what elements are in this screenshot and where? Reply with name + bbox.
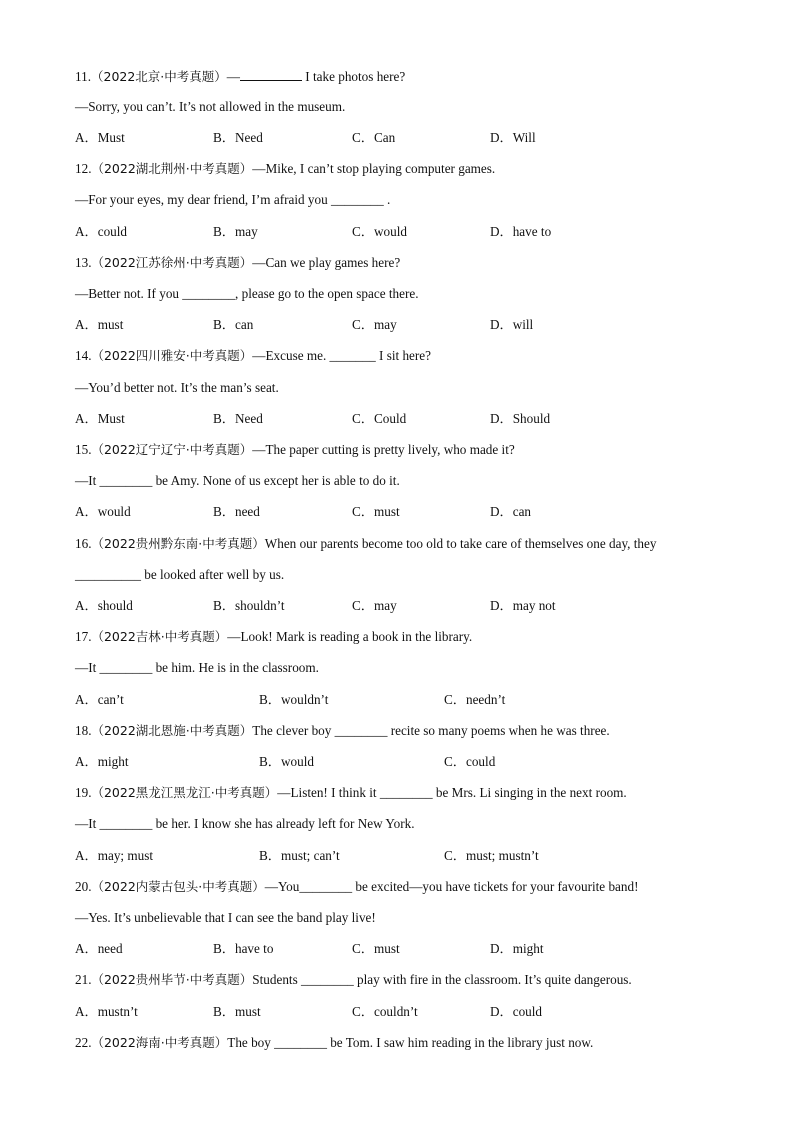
question-text: Students ________ play with fire in the classroom. It’s quite dangerous. bbox=[252, 972, 632, 987]
option-c: C．would bbox=[352, 224, 407, 239]
question-14-line2: —You’d better not. It’s the man’s seat. bbox=[75, 380, 279, 395]
option-c: C．must bbox=[352, 941, 400, 956]
option-b: B．must; can’t bbox=[259, 848, 340, 863]
option-b: B．wouldn’t bbox=[259, 692, 329, 707]
question-14-stem: 14.（2022四川雅安·中考真题）—Excuse me. _______ I sit here? bbox=[75, 348, 431, 363]
option-c: C．must; mustn’t bbox=[444, 848, 539, 863]
option-b: B．shouldn’t bbox=[213, 598, 285, 613]
option-b: B．Need bbox=[213, 130, 263, 145]
question-text: —Listen! I think it ________ be Mrs. Li singing in the next room. bbox=[277, 785, 627, 800]
option-d: D．may not bbox=[490, 598, 556, 613]
answer-blank bbox=[240, 68, 302, 81]
question-source: （2022吉林·中考真题） bbox=[91, 629, 228, 644]
option-d: D．Will bbox=[490, 130, 536, 145]
option-a: A．might bbox=[75, 754, 129, 769]
option-d: D．Should bbox=[490, 411, 551, 426]
option-b: B．may bbox=[213, 224, 258, 239]
question-15-line2: —It ________ be Amy. None of us except her is able to do it. bbox=[75, 473, 400, 488]
question-text: The clever boy ________ recite so many poems when he was three. bbox=[252, 723, 610, 738]
question-text: —Look! Mark is reading a book in the library. bbox=[227, 629, 473, 644]
question-number: 20 bbox=[75, 879, 89, 894]
option-a: A．must bbox=[75, 317, 124, 332]
question-source: （2022辽宁辽宁·中考真题） bbox=[91, 442, 253, 457]
question-text: —Excuse me. _______ I sit here? bbox=[252, 348, 431, 363]
option-b: B．must bbox=[213, 1004, 261, 1019]
question-number: 17 bbox=[75, 629, 89, 644]
question-22-stem: 22.（2022海南·中考真题）The boy ________ be Tom. I saw him reading in the library just now. bbox=[75, 1035, 594, 1050]
option-d: D．could bbox=[490, 1004, 543, 1019]
question-source: （2022贵州毕节·中考真题） bbox=[91, 972, 253, 987]
option-c: C．may bbox=[352, 598, 397, 613]
question-number: 22 bbox=[75, 1035, 89, 1050]
question-source: （2022湖北荆州·中考真题） bbox=[91, 161, 253, 176]
option-a: A．Must bbox=[75, 411, 125, 426]
question-source: （2022四川雅安·中考真题） bbox=[91, 348, 253, 363]
question-number: 21 bbox=[75, 972, 89, 987]
option-c: C．needn’t bbox=[444, 692, 506, 707]
question-18-stem: 18.（2022湖北恩施·中考真题）The clever boy ________ recite so many poems when he was three. bbox=[75, 723, 610, 738]
option-c: C．Can bbox=[352, 130, 396, 145]
option-b: B．can bbox=[213, 317, 254, 332]
question-number: 13 bbox=[75, 255, 89, 270]
question-17-line2: —It ________ be him. He is in the classroom. bbox=[75, 660, 319, 675]
option-a: A．should bbox=[75, 598, 133, 613]
question-number: 12 bbox=[75, 161, 89, 176]
option-a: A．mustn’t bbox=[75, 1004, 138, 1019]
question-number: 16 bbox=[75, 536, 89, 551]
option-d: D．might bbox=[490, 941, 544, 956]
question-16-line2: __________ be looked after well by us. bbox=[75, 567, 285, 582]
option-c: C．couldn’t bbox=[352, 1004, 418, 1019]
option-a: A．can’t bbox=[75, 692, 124, 707]
question-source: （2022江苏徐州·中考真题） bbox=[91, 255, 253, 270]
option-b: B．Need bbox=[213, 411, 263, 426]
question-number: 19 bbox=[75, 785, 89, 800]
question-11-line2: —Sorry, you can’t. It’s not allowed in the museum. bbox=[75, 99, 346, 114]
option-a: A．need bbox=[75, 941, 123, 956]
question-12-line2: —For your eyes, my dear friend, I’m afraid you ________ . bbox=[75, 192, 391, 207]
question-13-stem: 13.（2022江苏徐州·中考真题）—Can we play games here? bbox=[75, 255, 401, 270]
question-text: The boy ________ be Tom. I saw him reading in the library just now. bbox=[227, 1035, 594, 1050]
question-12-stem: 12.（2022湖北荆州·中考真题）—Mike, I can’t stop playing computer games. bbox=[75, 161, 496, 176]
question-text: —You________ be excited—you have tickets for your favourite band! bbox=[264, 879, 639, 894]
option-a: A．Must bbox=[75, 130, 125, 145]
option-c: C．Could bbox=[352, 411, 407, 426]
option-c: C．could bbox=[444, 754, 496, 769]
option-c: C．must bbox=[352, 504, 400, 519]
option-a: A．could bbox=[75, 224, 128, 239]
question-16-stem: 16.（2022贵州黔东南·中考真题）When our parents become too old to take care of themselves one day, they bbox=[75, 536, 657, 551]
question-text: —Can we play games here? bbox=[252, 255, 401, 270]
question-13-line2: —Better not. If you ________, please go to the open space there. bbox=[75, 286, 419, 301]
question-source: （2022海南·中考真题） bbox=[91, 1035, 228, 1050]
question-source: （2022黑龙江黑龙江·中考真题） bbox=[91, 785, 278, 800]
option-a: A．would bbox=[75, 504, 131, 519]
question-text-pre: — bbox=[226, 69, 240, 84]
question-17-stem: 17.（2022吉林·中考真题）—Look! Mark is reading a book in the library. bbox=[75, 629, 473, 644]
question-source: （2022北京·中考真题） bbox=[91, 69, 227, 84]
option-d: D．will bbox=[490, 317, 534, 332]
question-19-stem: 19.（2022黑龙江黑龙江·中考真题）—Listen! I think it ________ be Mrs. Li singing in the next room. bbox=[75, 785, 627, 800]
question-20-stem: 20.（2022内蒙古包头·中考真题）—You________ be excited—you have tickets for your favourite band! bbox=[75, 879, 639, 894]
question-source: （2022湖北恩施·中考真题） bbox=[91, 723, 253, 738]
option-d: D．can bbox=[490, 504, 532, 519]
option-d: D．have to bbox=[490, 224, 552, 239]
question-number: 11 bbox=[75, 69, 88, 84]
question-text: When our parents become too old to take care of themselves one day, they bbox=[264, 536, 657, 551]
question-text-post: I take photos here? bbox=[301, 69, 406, 84]
question-source: （2022内蒙古包头·中考真题） bbox=[91, 879, 265, 894]
question-number: 14 bbox=[75, 348, 89, 363]
question-15-stem: 15.（2022辽宁辽宁·中考真题）—The paper cutting is pretty lively, who made it? bbox=[75, 442, 515, 457]
question-11-stem: 11.（2022北京·中考真题）— I take photos here? bbox=[75, 69, 406, 84]
option-b: B．need bbox=[213, 504, 260, 519]
option-c: C．may bbox=[352, 317, 397, 332]
option-b: B．have to bbox=[213, 941, 274, 956]
question-text: —Mike, I can’t stop playing computer games. bbox=[252, 161, 496, 176]
question-20-line2: —Yes. It’s unbelievable that I can see the band play live! bbox=[75, 910, 376, 925]
question-21-stem: 21.（2022贵州毕节·中考真题）Students ________ play with fire in the classroom. It’s quite dangerous. bbox=[75, 972, 632, 987]
question-number: 18 bbox=[75, 723, 89, 738]
question-source: （2022贵州黔东南·中考真题） bbox=[91, 536, 265, 551]
question-text: —The paper cutting is pretty lively, who made it? bbox=[252, 442, 515, 457]
option-a: A．may; must bbox=[75, 848, 154, 863]
question-19-line2: —It ________ be her. I know she has already left for New York. bbox=[75, 816, 415, 831]
option-b: B．would bbox=[259, 754, 314, 769]
question-number: 15 bbox=[75, 442, 89, 457]
